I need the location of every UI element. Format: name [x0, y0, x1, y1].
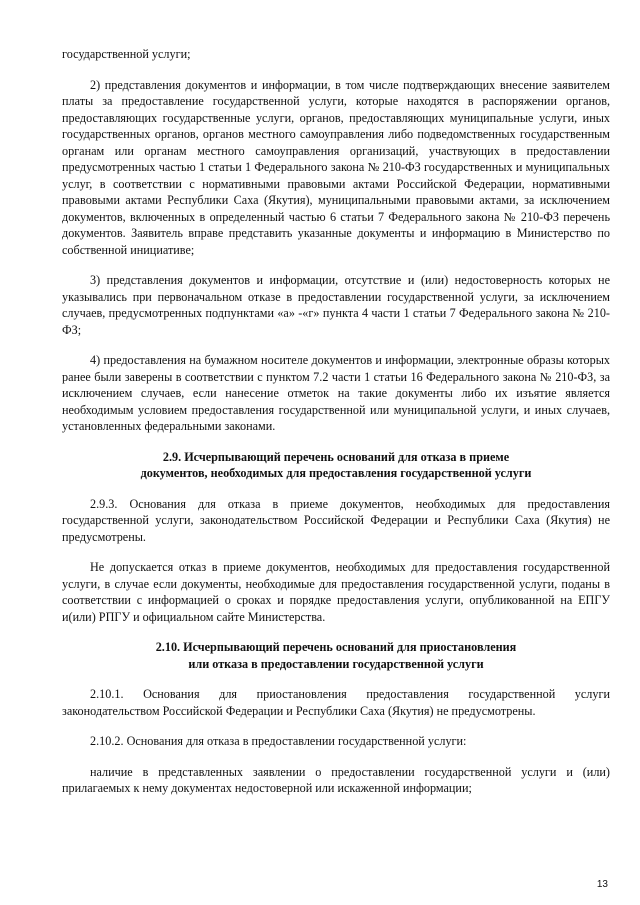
section-heading-2-10	[62, 639, 610, 672]
paragraph-2-9-3: 2.9.3. Основания для отказа в приеме документов, необходимых для предоставления государственной услуги, законодательством Российской Федерации и Республики Саха (Якутия) не предусмотрены.	[62, 496, 610, 544]
section-heading-2-9-line2: документов, необходимых для предоставления государственной услуги	[140, 466, 532, 480]
paragraph-2-10-2: 2.10.2. Основания для отказа в предоставлении государственной услуги:	[90, 734, 467, 748]
document-body	[62, 46, 610, 811]
paragraph-item-2: 2) представления документов и информации, в том числе подтверждающих внесение заявителем платы за предоставление государственной услуги, которые находятся в распоряжении органов, предоставляющих государственные услуги, органов, предоставляющих муниципальные услуги, иных государственных органов, органов местного самоуправления либо подведомственных государственным органам или органам местного самоуправления организаций, участвующих в предоставлении предусмотренных частью 1 статьи 1 Федерального закона № 210-ФЗ государственных и муниципальных услуг, в соответствии с нормативными правовыми актами Российской Федерации, нормативными правовыми актами Республики Саха (Якутия), муниципальными правовыми актами, за исключением документов, включенных в определенный частью 6 статьи 7 Федерального закона № 210-ФЗ перечень документов. Заявитель вправе представить указанные документы и информацию в Министерство по собственной инициативе;	[62, 77, 610, 257]
section-heading-2-9-line1: 2.9. Исчерпывающий перечень оснований для отказа в приеме	[162, 449, 510, 464]
page-number: 13	[596, 879, 608, 890]
paragraph-item-4: 4) предоставления на бумажном носителе документов и информации, электронные образы которых ранее были заверены в соответствии с пунктом 7.2 части 1 статьи 16 Федерального закона № 210-ФЗ, за исключением случаев, если нанесение отметок на такие документы либо их изъятие является необходимым условием предоставления государственной или муниципальной услуги, и иных случаев, установленных федеральными законами.	[62, 353, 610, 433]
paragraph-item-3: 3) представления документов и информации, отсутствие и (или) недостоверность которых не указывались при первоначальном отказе в предоставлении государственной услуги, за исключением случаев, предусмотренных подпунктами «а» -«г» пункта 4 части 1 статьи 7 Федерального закона № 210-ФЗ;	[62, 273, 610, 337]
section-heading-2-9	[62, 449, 610, 482]
paragraph-2-10-1: 2.10.1. Основания для приостановления предоставления государственной услуги законодательством Российской Федерации и Республики Саха (Якутия) не предусмотрены.	[62, 687, 610, 718]
paragraph-continuation: государственной услуги;	[62, 47, 191, 61]
paragraph-refusal-not-allowed: Не допускается отказ в приеме документов, необходимых для предоставления государственной услуги, в случае если документы, необходимые для предоставления государственной услуги, поданы в соответствии с информацией о сроках и порядке предоставления услуги, опубликованной на ЕПГУ и(или) РПГУ и официальном сайте Министерства.	[62, 560, 610, 624]
section-heading-2-10-line2: или отказа в предоставлении государственной услуги	[188, 656, 484, 671]
paragraph-refusal-ground: наличие в представленных заявлении о предоставлении государственной услуги и (или) прилагаемых к нему документах недостоверной или искаженной информации;	[62, 764, 610, 795]
section-heading-2-10-line1: 2.10. Исчерпывающий перечень оснований для приостановления	[155, 640, 517, 654]
